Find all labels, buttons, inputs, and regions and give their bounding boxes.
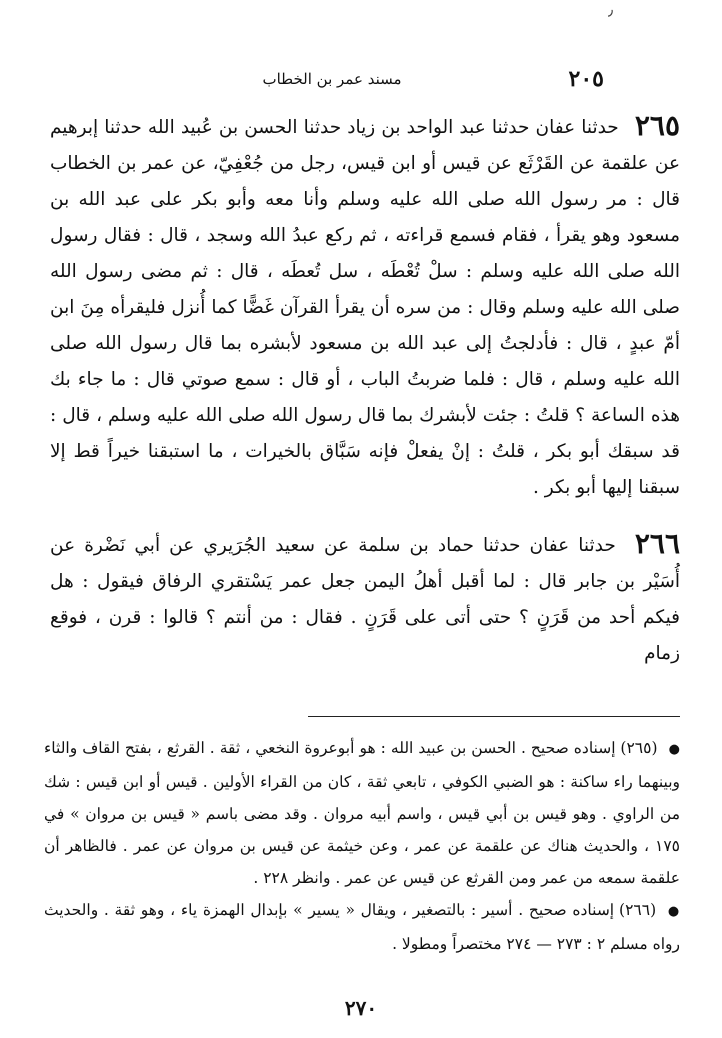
bullet-icon: ● bbox=[667, 904, 680, 919]
hadith-text: حدثنا عفان حدثنا حماد بن سلمة عن سعيد الجُرَيري عن أبي نَضْرة عن أُسَيْر بن جابر قال : لما أقبل أهلُ اليمن جعل عمر يَسْتقري الرفاق فيقول : هل فيكم أحد من قَرَنٍ ؟ حتى أتى على قَرَنٍ . فقال : من أنتم ؟ قالوا : قرن ، فوقع زمام bbox=[50, 535, 680, 664]
footnote-text: (٢٦٦) إسناده صحيح . أسير : بالتصغير ، ويقال « يسير » بإبدال الهمزة ياء ، وهو ثقة . والحديث رواه مسلم ٢ : ٢٧٣ — ٢٧٤ مختصراً ومطولا . bbox=[44, 901, 680, 953]
footnotes bbox=[44, 732, 680, 960]
header-page-number: ٢٠٥ bbox=[568, 66, 604, 92]
hadith-266 bbox=[50, 526, 680, 672]
footnote-text: (٢٦٥) إسناده صحيح . الحسن بن عبيد الله : هو أبوعروة النخعي ، ثقة . القرثع ، بفتح القاف والثاء وبينهما راء ساكنة : هو الضبي الكوفي ، تابعي ثقة ، كان من القراء الأولين . قيس أو ابن قيس : شك من الراوي . وهو قيس بن أبي قيس ، واسم أبيه مروان . وقد مضى باسم « قيس بن مروان » في ١٧٥ ، والحديث هناك عن علقمة عن عمر ، وعن خيثمة عن قيس بن مروان عن عمر . فالظاهر أن علقمة سمعه من عمر ومن القرثع عن قيس عن عمر . وانظر ٢٢٨ . bbox=[44, 739, 680, 887]
page-header bbox=[60, 66, 604, 96]
footnote-265 bbox=[44, 732, 680, 894]
hadith-number: ٢٦٦ bbox=[634, 527, 680, 560]
corner-mark: ٫ bbox=[608, 0, 614, 19]
running-title: مسند عمر بن الخطاب bbox=[262, 70, 402, 88]
footer-page-number: ٢٧٠ bbox=[344, 996, 378, 1020]
footnote-266 bbox=[44, 894, 680, 960]
bullet-icon: ● bbox=[668, 742, 681, 757]
main-text bbox=[50, 108, 680, 672]
hadith-text: حدثنا عفان حدثنا عبد الواحد بن زياد حدثنا الحسن بن عُبيد الله حدثنا إبرهيم عن علقمة عن القَرْثَع عن قيس أو ابن قيس، رجل من جُعْفِيّ، عن عمر بن الخطاب قال : مر رسول الله صلى الله عليه وسلم وأنا معه وأبو بكر على عبد الله بن مسعود وهو يقرأ ، فقام فسمع قراءته ، ثم ركع عبدُ الله وسجد ، قال : فقال رسول الله صلى الله عليه وسلم : سلْ تُعْطَه ، سل تُعطَه ، قال : ثم مضى رسول الله صلى الله عليه وسلم وقال : من سره أن يقرأ القرآن غَضًّا كما أُنزل فليقرأه مِنَ ابن أمّ عبدٍ ، قال : فأدلجتُ إلى عبد الله بن مسعود لأبشره بما قال رسول الله صلى الله عليه وسلم ، قال : فلما ضربتُ الباب ، أو قال : سمع صوتي قال : ما جاء بك هذه الساعة ؟ قلتُ : جئت لأبشرك بما قال رسول الله صلى الله عليه وسلم ، قال : قد سبقك أبو بكر ، قلتُ : إنْ يفعلْ فإنه سَبَّاق بالخيرات ، ما استبقنا خيراً قط إلا سبقنا إليها أبو بكر . bbox=[50, 117, 681, 498]
hadith-number: ٢٦٥ bbox=[634, 109, 680, 142]
footnote-divider bbox=[308, 716, 680, 717]
hadith-265 bbox=[50, 108, 680, 506]
